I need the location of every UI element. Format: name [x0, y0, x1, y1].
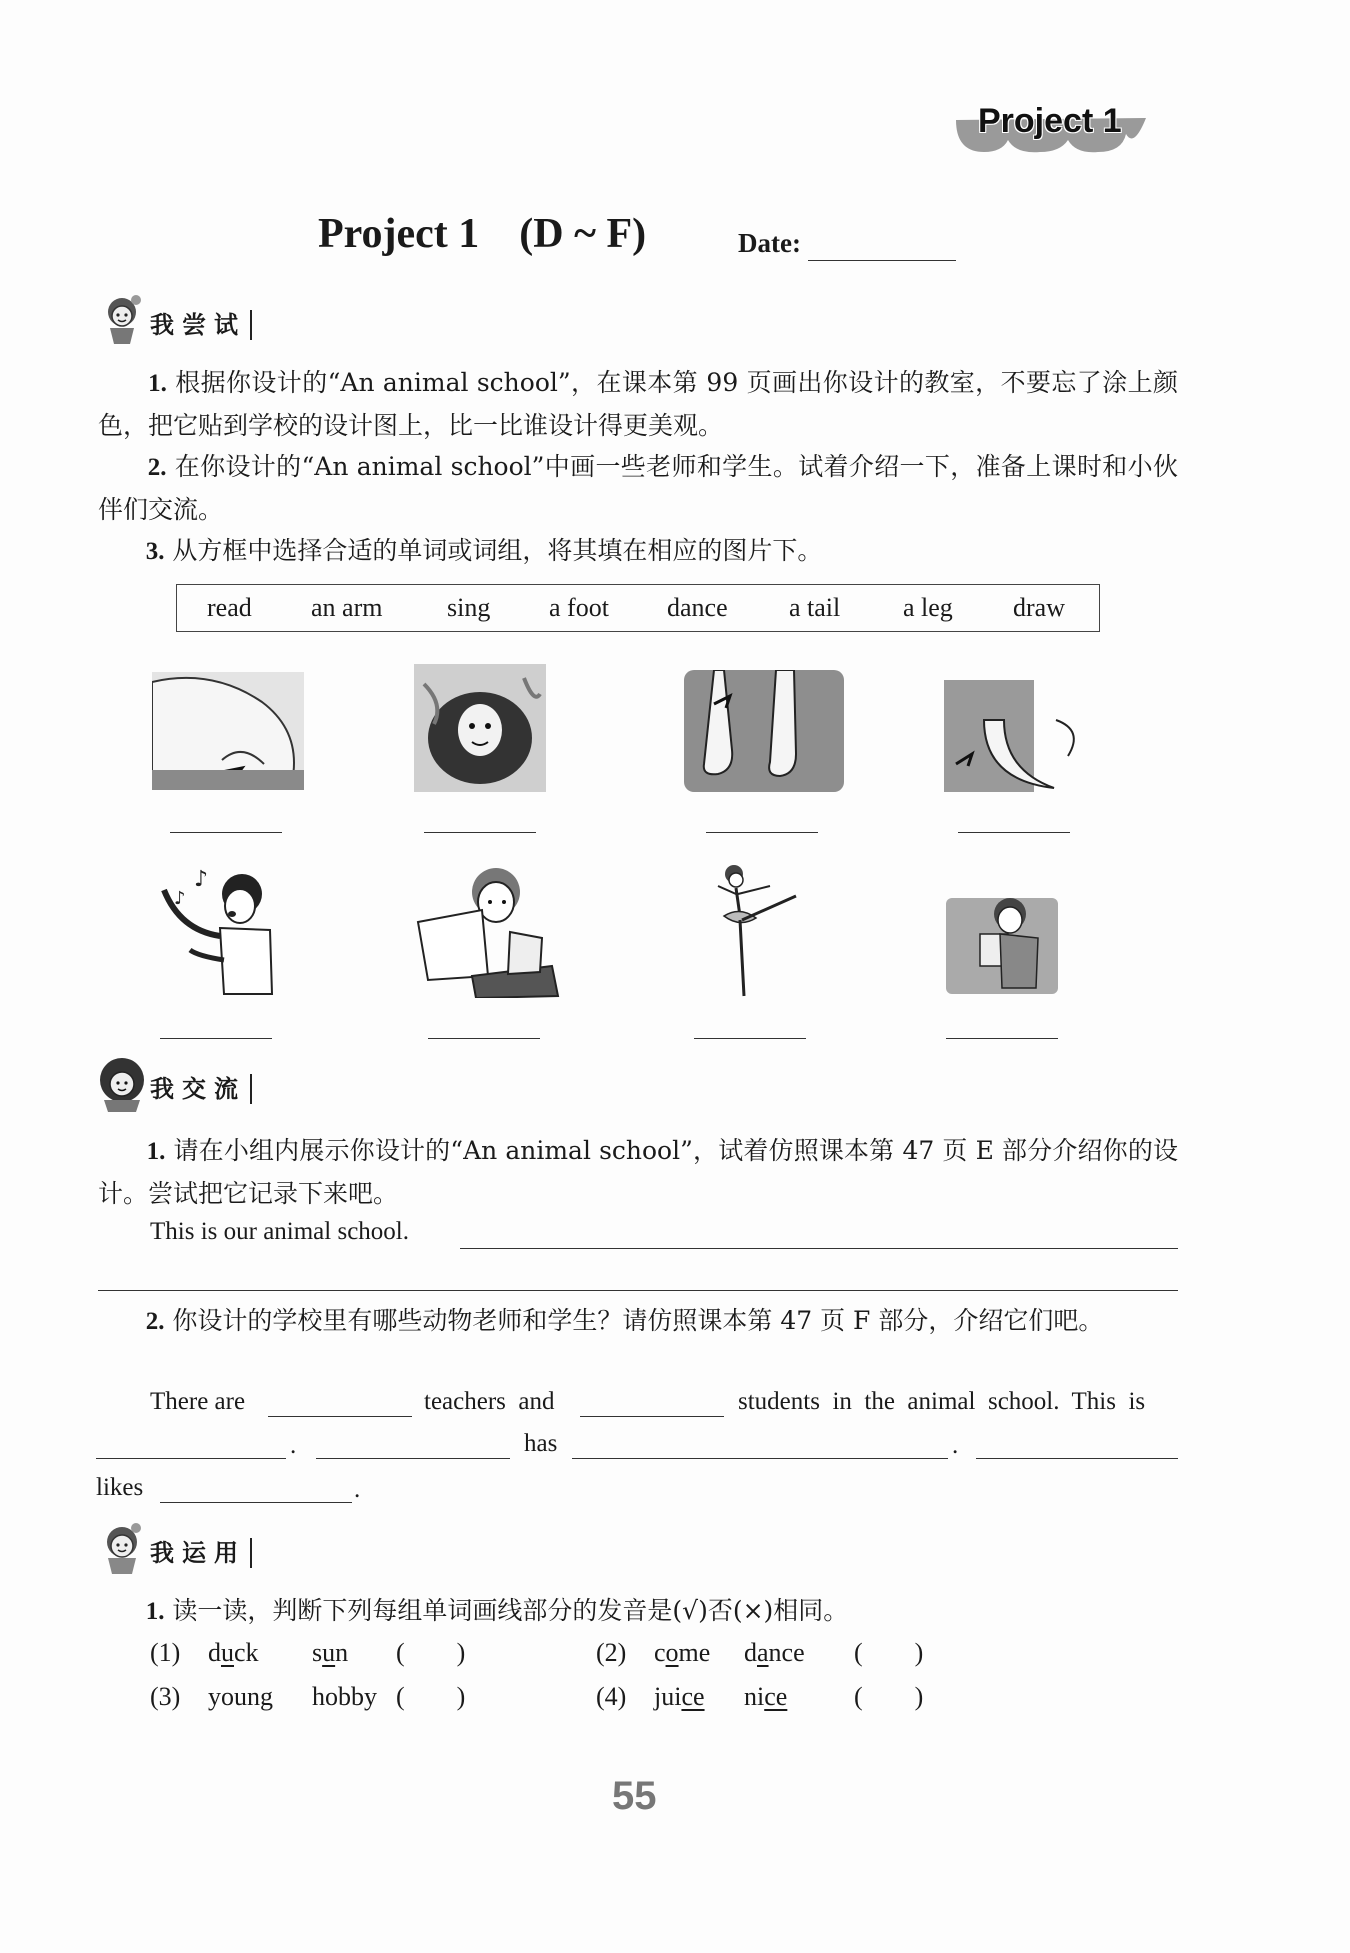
try-q1-number: 1. [148, 370, 167, 397]
writing-line-1[interactable] [460, 1248, 1178, 1249]
title-range: (D ~ F) [519, 211, 647, 257]
try-q2-text: 在你设计的“An animal school”中画一些老师和学生。试着介绍一下，准备上课时和小伙伴们交流。 [98, 452, 1178, 524]
word-an-arm: an arm [311, 593, 383, 622]
header-tab-label: Project 1 [978, 102, 1122, 140]
pair-3-word-2 [312, 1682, 377, 1712]
pair-3-word-1 [208, 1682, 273, 1712]
pair-1-word-1 [208, 1638, 259, 1668]
word-a-foot: a foot [549, 593, 609, 622]
try-q2 [98, 446, 1178, 531]
pair-4 [596, 1682, 626, 1712]
boy-mascot-icon [96, 1056, 148, 1112]
fill-dot-2: . [952, 1432, 959, 1459]
fill-blank-students[interactable] [580, 1416, 724, 1417]
section-try-title: 我尝试 [150, 310, 252, 340]
pair-2-w1-pre: c [654, 1638, 666, 1667]
animal-foot-picture [684, 670, 844, 792]
fill-there-are: There are [150, 1388, 246, 1415]
talk-q2 [98, 1300, 1178, 1343]
try-q3-number: 3. [145, 538, 165, 565]
girl-dancing-picture [710, 856, 806, 998]
date-blank[interactable] [808, 260, 956, 261]
pair-1-w1-ul: u [221, 1638, 234, 1667]
pair-2-w2-ul: a [757, 1638, 769, 1667]
pair-2-answer[interactable]: ( ) [854, 1638, 924, 1667]
fill-blank-animal-2[interactable] [316, 1458, 510, 1459]
girl-mascot-icon-2 [96, 1520, 148, 1576]
date-label: Date: [738, 228, 801, 258]
pair-4-number: (4) [596, 1682, 627, 1711]
pair-1 [150, 1638, 180, 1668]
project-header-tab [950, 100, 1150, 156]
use-q1-number: 1. [145, 1598, 165, 1625]
pair-3-w1-pre: young [208, 1682, 273, 1711]
pair-4-w1-ul: ce [681, 1682, 705, 1711]
section-talk-heading [96, 1056, 296, 1112]
page-number: 55 [612, 1774, 657, 1818]
pair-1-w1-post: ck [234, 1638, 259, 1667]
pair-2-w2-post: nce [768, 1638, 805, 1667]
pair-2 [596, 1638, 626, 1668]
pair-1-w2-post: n [335, 1638, 349, 1667]
fill-likes: likes [96, 1474, 144, 1501]
talk-q2-text: 你设计的学校里有哪些动物老师和学生？请仿照课本第 47 页 F 部分，介绍它们吧。 [172, 1306, 1104, 1335]
pair-1-number: (1) [150, 1638, 181, 1667]
pair-2-word-1 [654, 1638, 710, 1668]
answer-blank-4[interactable] [958, 832, 1070, 833]
word-read: read [207, 593, 252, 622]
fill-blank-has[interactable] [572, 1458, 948, 1459]
use-q1-text: 读一读，判断下列每组单词画线部分的发音是(√)否(×)相同。 [172, 1596, 849, 1625]
pair-4-w2-ul: ce [764, 1682, 788, 1711]
pair-1-w2-ul: u [322, 1638, 336, 1667]
fill-teachers-and: teachers and [424, 1388, 555, 1415]
fill-blank-animal-3[interactable] [976, 1458, 1178, 1459]
talk-q2-number: 2. [145, 1308, 165, 1335]
pair-3-w2-pre: hobby [312, 1682, 377, 1711]
answer-blank-2[interactable] [424, 832, 536, 833]
section-use-heading [96, 1520, 296, 1576]
monkey-picture [414, 664, 546, 792]
svg-text:♪: ♪ [194, 867, 209, 892]
word-a-leg: a leg [903, 593, 953, 622]
try-q2-number: 2. [147, 454, 167, 481]
word-bank-box [176, 584, 1100, 632]
try-q3 [98, 530, 1178, 573]
pair-1-word-2 [312, 1638, 348, 1668]
writing-line-2[interactable] [98, 1290, 1178, 1291]
word-draw: draw [1013, 593, 1065, 622]
title-main: Project 1 [318, 211, 480, 257]
page-title [318, 210, 646, 258]
pair-1-w1-pre: d [208, 1638, 221, 1667]
talk-q1-starter: This is our animal school. [150, 1218, 409, 1245]
pair-4-w1-pre: jui [654, 1682, 682, 1711]
fill-dot-1: . [290, 1432, 297, 1459]
fill-blank-likes[interactable] [160, 1502, 352, 1503]
section-talk-title: 我交流 [150, 1074, 252, 1104]
pair-2-w1-ul: o [665, 1638, 679, 1667]
fill-students-tail: students in the animal school. This is [738, 1388, 1146, 1415]
girl-reading-picture [946, 888, 1058, 996]
animal-arm-picture [152, 672, 304, 790]
fill-has: has [524, 1430, 558, 1457]
answer-blank-7[interactable] [694, 1038, 806, 1039]
boy-singing-picture [150, 860, 280, 996]
pair-3-number: (3) [150, 1682, 181, 1711]
fill-dot-3: . [354, 1476, 361, 1503]
pair-1-w2-pre: s [312, 1638, 323, 1667]
pair-4-answer[interactable]: ( ) [854, 1682, 924, 1711]
pair-3-answer[interactable]: ( ) [396, 1682, 466, 1711]
pair-3 [150, 1682, 180, 1712]
pair-2-word-2 [744, 1638, 805, 1668]
fill-blank-animal-1[interactable] [96, 1458, 286, 1459]
use-q1 [98, 1590, 1178, 1633]
word-a-tail: a tail [789, 593, 841, 622]
talk-q1 [98, 1130, 1178, 1215]
pair-4-w2-pre: ni [744, 1682, 765, 1711]
girl-mascot-icon [96, 292, 148, 348]
pair-2-w2-pre: d [744, 1638, 757, 1667]
section-use-title: 我运用 [150, 1538, 252, 1568]
svg-text:♪: ♪ [174, 888, 186, 909]
try-q3-text: 从方框中选择合适的单词或词组，将其填在相应的图片下。 [172, 536, 823, 565]
answer-blank-8[interactable] [946, 1038, 1058, 1039]
pair-4-word-1 [654, 1682, 705, 1712]
pair-2-w1-post: me [678, 1638, 711, 1667]
animal-tail-picture [944, 680, 1088, 792]
try-q1 [98, 362, 1178, 447]
word-sing: sing [447, 593, 491, 622]
boy-drawing-picture [412, 856, 562, 998]
word-dance: dance [667, 593, 728, 622]
talk-q1-number: 1. [146, 1138, 166, 1165]
pair-1-answer[interactable]: ( ) [396, 1638, 466, 1667]
section-try-heading [96, 292, 296, 348]
answer-blank-5[interactable] [160, 1038, 272, 1039]
answer-blank-6[interactable] [428, 1038, 540, 1039]
fill-blank-teachers[interactable] [268, 1416, 412, 1417]
answer-blank-1[interactable] [170, 832, 282, 833]
answer-blank-3[interactable] [706, 832, 818, 833]
try-q1-text: 根据你设计的“An animal school”，在课本第 99 页画出你设计的教室，不要忘了涂上颜色，把它贴到学校的设计图上，比一比谁设计得更美观。 [98, 368, 1178, 440]
talk-q1-text: 请在小组内展示你设计的“An animal school”，试着仿照课本第 47 页 E 部分介绍你的设计。尝试把它记录下来吧。 [98, 1136, 1178, 1208]
pair-4-word-2 [744, 1682, 787, 1712]
pair-2-number: (2) [596, 1638, 627, 1667]
